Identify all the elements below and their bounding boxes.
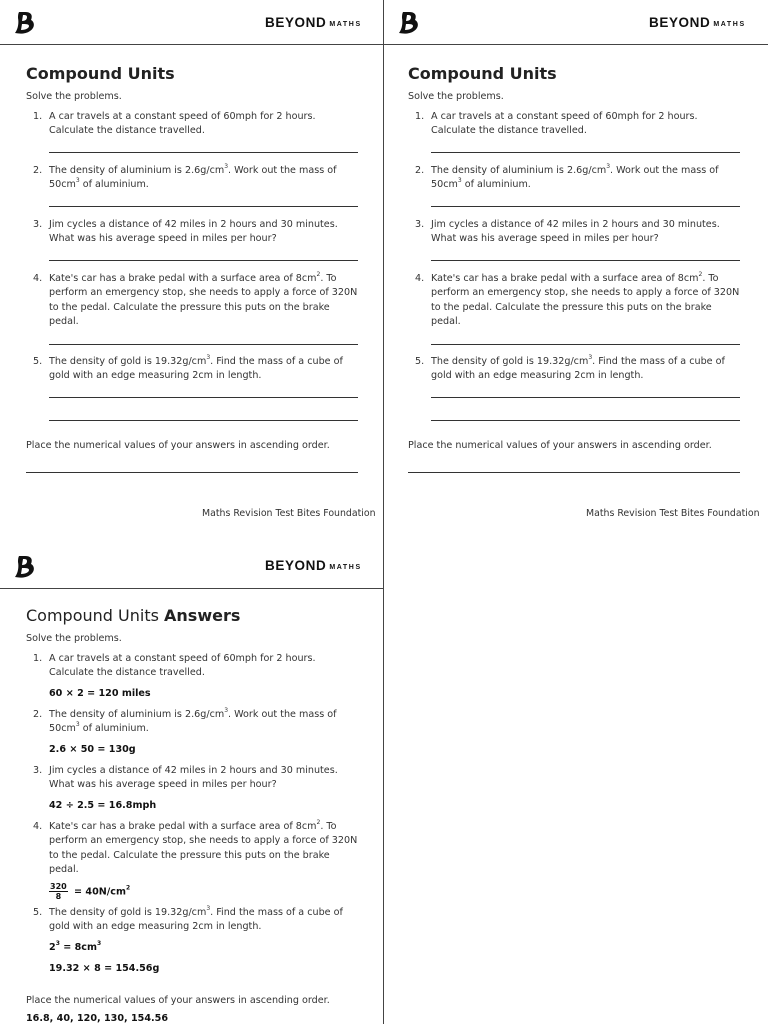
final-instruction: Place the numerical values of your answers in ascending order. xyxy=(26,439,330,451)
answer-line xyxy=(431,397,740,398)
fraction: $\frac{320}{8}$ xyxy=(50,881,67,901)
page-title: Compound Units xyxy=(408,64,557,83)
instructions: Solve the problems. xyxy=(26,633,122,644)
brand-wordmark: BEYOND MATHS xyxy=(265,15,362,30)
answer-line xyxy=(431,260,740,261)
question-4: 4. Kate's car has a brake pedal with a surface area of $8cm^2$. To perform an emergency stop, she needs to apply a force of 320N to the pedal. Calculate the pressure this puts on the brake pedal. xyxy=(33,818,358,875)
answer-line xyxy=(49,152,358,153)
brand-wordmark: BEYOND MATHS xyxy=(649,15,746,30)
instructions: Solve the problems. xyxy=(408,91,504,102)
question-2: 2. The density of aluminium is $2.6g/cm^3$. Work out the mass of $50cm^3$ of aluminium. xyxy=(415,162,719,190)
question-3: 3. Jim cycles a distance of 42 miles in 2 hours and 30 minutes. What was his average speed in miles per hour? xyxy=(33,764,338,790)
page-title: Compound Units Answers xyxy=(26,606,241,625)
page-title: Compound Units xyxy=(26,64,175,83)
answer-2: 2.6 × 50 = 130g xyxy=(49,743,136,755)
answer-line xyxy=(49,260,358,261)
instructions: Solve the problems. xyxy=(26,91,122,102)
question-5: 5. The density of gold is $19.32g/cm^3$. Find the mass of a cube of gold with an edge measuring 2cm in length. xyxy=(415,353,725,381)
question-1: 1. A car travels at a constant speed of 60mph for 2 hours. Calculate the distance travelled. xyxy=(33,652,316,678)
question-1: 1. A car travels at a constant speed of 60mph for 2 hours. Calculate the distance travelled. xyxy=(33,110,316,136)
answers-sheet xyxy=(26,606,358,1024)
question-2: 2. The density of aluminium is $2.6g/cm^3$. Work out the mass of $50cm^3$ of aluminium. xyxy=(33,706,337,734)
final-answer: 16.8, 40, 120, 130, 154.56 xyxy=(26,1013,169,1024)
question-5: 5. The density of gold is $19.32g/cm^3$. Find the mass of a cube of gold with an edge measuring 2cm in length. xyxy=(33,904,343,932)
worksheet-right xyxy=(408,64,740,473)
question-2: 2. The density of aluminium is $2.6g/cm^3$. Work out the mass of $50cm^3$ of aluminium. xyxy=(33,162,337,190)
answer-line xyxy=(49,206,358,207)
question-4: 4. Kate's car has a brake pedal with a surface area of $8cm^2$. To perform an emergency stop, she needs to apply a force of 320N to the pedal. Calculate the pressure this puts on the brake pedal. xyxy=(415,270,740,327)
question-3: 3. Jim cycles a distance of 42 miles in 2 hours and 30 minutes. What was his average speed in miles per hour? xyxy=(33,218,338,244)
answer-line xyxy=(431,206,740,207)
worksheet-left xyxy=(26,64,358,473)
question-4: 4. Kate's car has a brake pedal with a surface area of $8cm^2$. To perform an emergency stop, she needs to apply a force of 320N to the pedal. Calculate the pressure this puts on the brake pedal. xyxy=(33,270,358,327)
brand-wordmark: BEYOND MATHS xyxy=(265,558,362,573)
answer-1: 60 × 2 = 120 miles xyxy=(49,687,151,699)
answer-line xyxy=(49,420,358,421)
question-3: 3. Jim cycles a distance of 42 miles in 2 hours and 30 minutes. What was his average speed in miles per hour? xyxy=(415,218,720,244)
answer-4: $\frac{320}{8}$ = $40N/cm^2$ xyxy=(50,881,131,901)
answer-line xyxy=(431,344,740,345)
answer-5-step-1: $2^3 = 8cm^3$ xyxy=(49,939,102,953)
answer-line xyxy=(49,344,358,345)
header-divider-top xyxy=(0,44,768,45)
answer-3: 42 ÷ 2.5 = 16.8mph xyxy=(49,799,157,811)
question-1: 1. A car travels at a constant speed of 60mph for 2 hours. Calculate the distance travelled. xyxy=(415,110,698,136)
beyond-logo-icon xyxy=(14,11,36,35)
question-5: 5. The density of gold is $19.32g/cm^3$. Find the mass of a cube of gold with an edge measuring 2cm in length. xyxy=(33,353,343,381)
vertical-divider xyxy=(383,0,384,1024)
final-instruction: Place the numerical values of your answers in ascending order. xyxy=(26,994,330,1006)
answer-line xyxy=(49,397,358,398)
answer-line xyxy=(26,472,358,473)
answer-line xyxy=(431,420,740,421)
beyond-logo-icon xyxy=(14,555,36,579)
answer-5-step-2: 19.32 × 8 = 154.56g xyxy=(49,962,160,974)
footer: Maths Revision Test Bites Foundation xyxy=(202,508,376,519)
answer-line xyxy=(408,472,740,473)
beyond-logo-icon xyxy=(398,11,420,35)
footer: Maths Revision Test Bites Foundation xyxy=(586,508,760,519)
final-instruction: Place the numerical values of your answers in ascending order. xyxy=(408,439,712,451)
answer-line xyxy=(431,152,740,153)
header-divider-bottom xyxy=(0,588,384,589)
